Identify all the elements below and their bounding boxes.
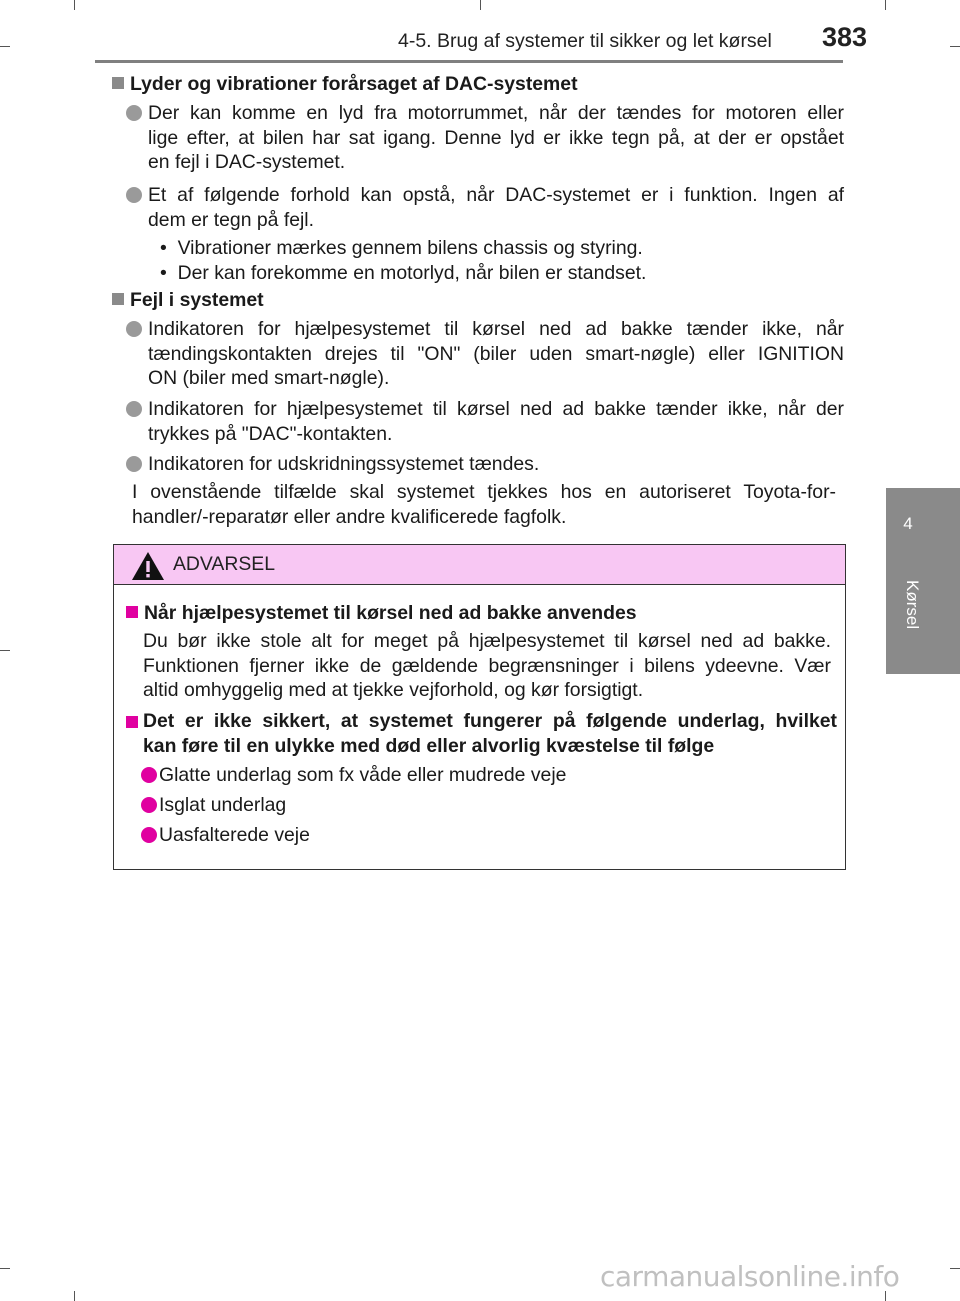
bullet-text — [148, 397, 844, 446]
bullet-text — [148, 101, 844, 175]
square-bullet-icon — [112, 77, 124, 89]
crop-mark — [0, 650, 10, 651]
section-heading: Lyder og vibrationer forårsaget af DAC-systemet — [112, 72, 578, 97]
text-line: Det er ikke sikkert, at systemet fungerer på følgende underlag, hvilket — [143, 710, 837, 732]
footer-watermark: carmanualsonline.info — [600, 1260, 900, 1293]
warning-bullet-text: Glatte underlag som fx våde eller mudrede veje — [159, 764, 567, 786]
circle-bullet-icon — [126, 321, 142, 337]
warning-label: ADVARSEL — [173, 553, 276, 575]
warning-triangle-icon — [131, 551, 165, 581]
sub-item: • Der kan forekomme en motorlyd, når bilen er standset. — [160, 262, 647, 284]
text-line: altid omhyggelig med at tjekke vejforhold, og kør forsigtigt. — [143, 679, 644, 701]
crop-mark — [74, 1291, 75, 1301]
warning-bullet-text: Isglat underlag — [159, 794, 287, 816]
bullet-text — [148, 317, 844, 391]
text-line: lige efter, at bilen har sat igang. Denne lyd er ikke tegn på, at der er opstået — [148, 126, 844, 149]
section-title: 4-5. Brug af systemer til sikker og let kørsel — [398, 30, 772, 52]
circle-bullet-icon — [126, 401, 142, 417]
crop-mark — [950, 1268, 960, 1269]
circle-bullet-icon — [126, 456, 142, 472]
warning-paragraph — [143, 629, 831, 703]
square-bullet-icon — [112, 293, 124, 305]
warning-header — [114, 545, 845, 585]
text-line: Et af følgende forhold kan opstå, når DAC-systemet er i funktion. Ingen af — [148, 184, 844, 206]
chapter-label — [902, 580, 922, 640]
circle-bullet-icon — [141, 797, 157, 813]
page-header — [0, 0, 960, 62]
text-line: handler/-reparatør eller andre kvalificerede fagfolk. — [132, 505, 567, 528]
warning-heading — [143, 709, 837, 758]
warning-heading: Når hjælpesystemet til kørsel ned ad bakke anvendes — [126, 601, 637, 626]
text-line: en fejl i DAC-systemet. — [148, 151, 346, 173]
crop-mark — [0, 1268, 10, 1269]
sub-item: • Vibrationer mærkes gennem bilens chassis og styring. — [160, 237, 643, 259]
page-number: 383 — [822, 22, 868, 52]
text-line: Indikatoren for hjælpesystemet til kørsel ned ad bakke tænder ikke, når der — [148, 398, 844, 420]
warning-bullet-text: Uasfalterede veje — [159, 824, 310, 846]
text-line: tændingskontakten drejes til "ON" (biler uden smart-nøgle) eller IGNITION — [148, 342, 844, 365]
chapter-number: 4 — [903, 514, 913, 533]
bullet-text — [148, 183, 844, 232]
text-line: Funktionen fjerner ikke de gældende begrænsninger i bilens ydeevne. Vær — [143, 654, 831, 677]
circle-bullet-icon — [126, 187, 142, 203]
text-line: trykkes på "DAC"-kontakten. — [148, 422, 393, 445]
text-line: Indikatoren for hjælpesystemet til kørsel ned ad bakke tænder ikke, når — [148, 318, 844, 340]
circle-bullet-icon — [141, 827, 157, 843]
section-heading: Fejl i systemet — [112, 288, 264, 313]
text-line: dem er tegn på fejl. — [148, 208, 314, 231]
text-line: ON (biler med smart-nøgle). — [148, 367, 390, 389]
chapter-label-text: Kørsel — [903, 580, 922, 630]
note-paragraph — [132, 480, 836, 529]
text-line: kan føre til en ulykke med død eller alvorlig kvæstelse til følge — [143, 734, 715, 757]
circle-bullet-icon — [141, 767, 157, 783]
text-line: I ovenstående tilfælde skal systemet tjekkes hos en autoriseret Toyota-for- — [132, 481, 836, 503]
chapter-tab — [886, 488, 960, 674]
warning-box — [113, 544, 846, 870]
header-divider — [95, 60, 843, 63]
square-bullet-icon — [126, 716, 138, 728]
square-bullet-icon — [126, 606, 138, 618]
text-line: Der kan komme en lyd fra motorrummet, når der tændes for motoren eller — [148, 102, 844, 124]
text-line: Indikatoren for udskridningssystemet tændes. — [148, 453, 540, 475]
text-line: Du bør ikke stole alt for meget på hjælpesystemet til kørsel ned ad bakke. — [143, 630, 831, 652]
bullet-text — [148, 452, 844, 477]
circle-bullet-icon — [126, 105, 142, 121]
